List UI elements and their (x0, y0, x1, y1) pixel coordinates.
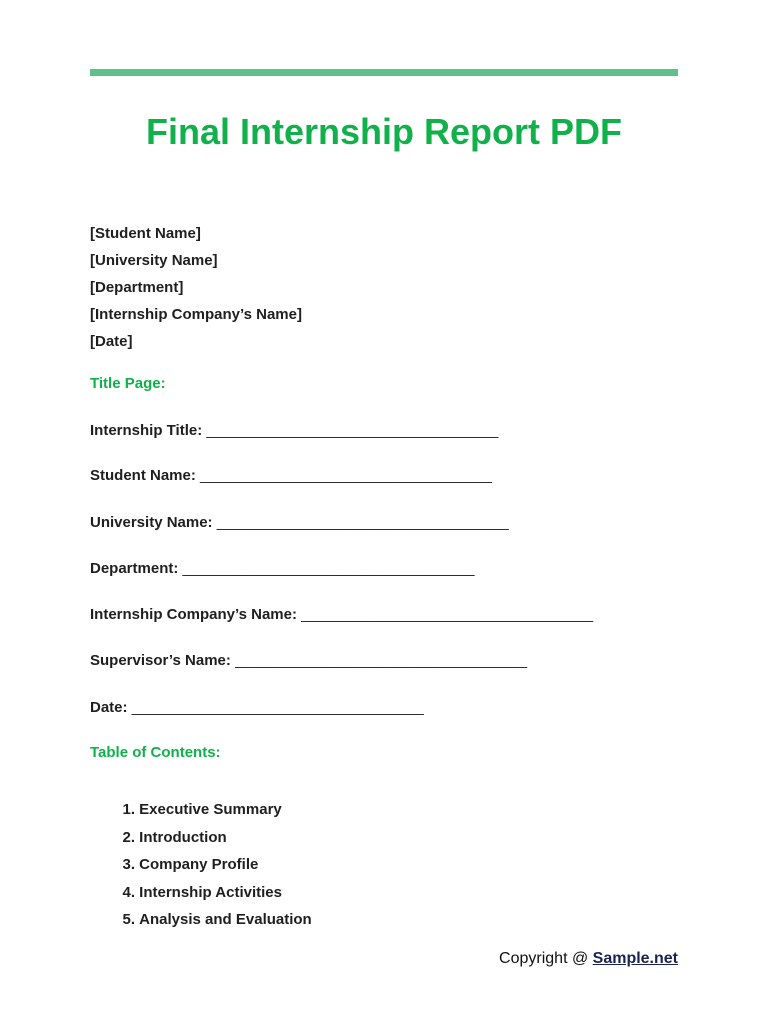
page-title: Final Internship Report PDF (145, 111, 622, 152)
toc-item-text: Analysis and Evaluation (139, 911, 312, 928)
field-blank-line[interactable]: ___________________________________ (131, 699, 424, 716)
field-blank-line[interactable]: ___________________________________ (206, 422, 499, 439)
toc-item-text: Executive Summary (139, 801, 282, 818)
toc-item-number: 2. (122, 828, 135, 846)
toc-item-text: Internship Activities (139, 883, 282, 901)
field-internship-title (90, 421, 498, 441)
date-placeholder: [Date] (90, 333, 133, 350)
field-label: Student Name: (90, 467, 196, 484)
field-label: Date: (90, 699, 128, 716)
toc-item-text: Introduction (139, 828, 227, 846)
field-label: Internship Title: (90, 422, 203, 439)
field-supervisor-name (90, 651, 527, 671)
field-label: Department: (90, 560, 179, 577)
field-blank-line[interactable]: ___________________________________ (235, 652, 528, 669)
toc-item-number: 4. (122, 883, 135, 901)
toc-item-text: Company Profile (139, 856, 259, 873)
field-blank-line[interactable]: ___________________________________ (216, 514, 509, 531)
copyright-footer (499, 950, 678, 968)
student-name-placeholder: [Student Name] (90, 225, 201, 242)
toc-item-number: 1. (122, 801, 135, 818)
title-page-heading: Title Page: (90, 375, 166, 392)
field-company-name (90, 605, 593, 625)
copyright-prefix: Copyright @ (499, 950, 593, 967)
toc-item (90, 824, 312, 852)
brand-link[interactable]: Sample.net (592, 950, 678, 967)
toc-item (90, 879, 312, 907)
toc-item-number: 3. (122, 856, 135, 873)
toc-heading: Table of Contents: (90, 744, 221, 761)
field-label: Internship Company’s Name: (90, 606, 297, 623)
department-placeholder: [Department] (90, 279, 184, 296)
field-blank-line[interactable]: ___________________________________ (200, 467, 492, 484)
toc-item (90, 906, 312, 934)
toc-item (90, 851, 312, 879)
field-label: Supervisor’s Name: (90, 652, 231, 669)
table-of-contents (90, 796, 312, 934)
company-name-placeholder: [Internship Company’s Name] (90, 306, 302, 323)
field-student-name (90, 466, 492, 486)
top-divider (90, 69, 678, 76)
field-blank-line[interactable]: ___________________________________ (182, 560, 475, 577)
field-blank-line[interactable]: ___________________________________ (301, 606, 594, 623)
toc-item (90, 796, 312, 824)
field-date (90, 698, 424, 718)
field-university-name (90, 513, 509, 533)
field-label: University Name: (90, 514, 213, 531)
header-block (90, 220, 302, 355)
field-department (90, 559, 475, 579)
toc-item-number: 5. (122, 911, 135, 928)
university-name-placeholder: [University Name] (90, 252, 218, 269)
